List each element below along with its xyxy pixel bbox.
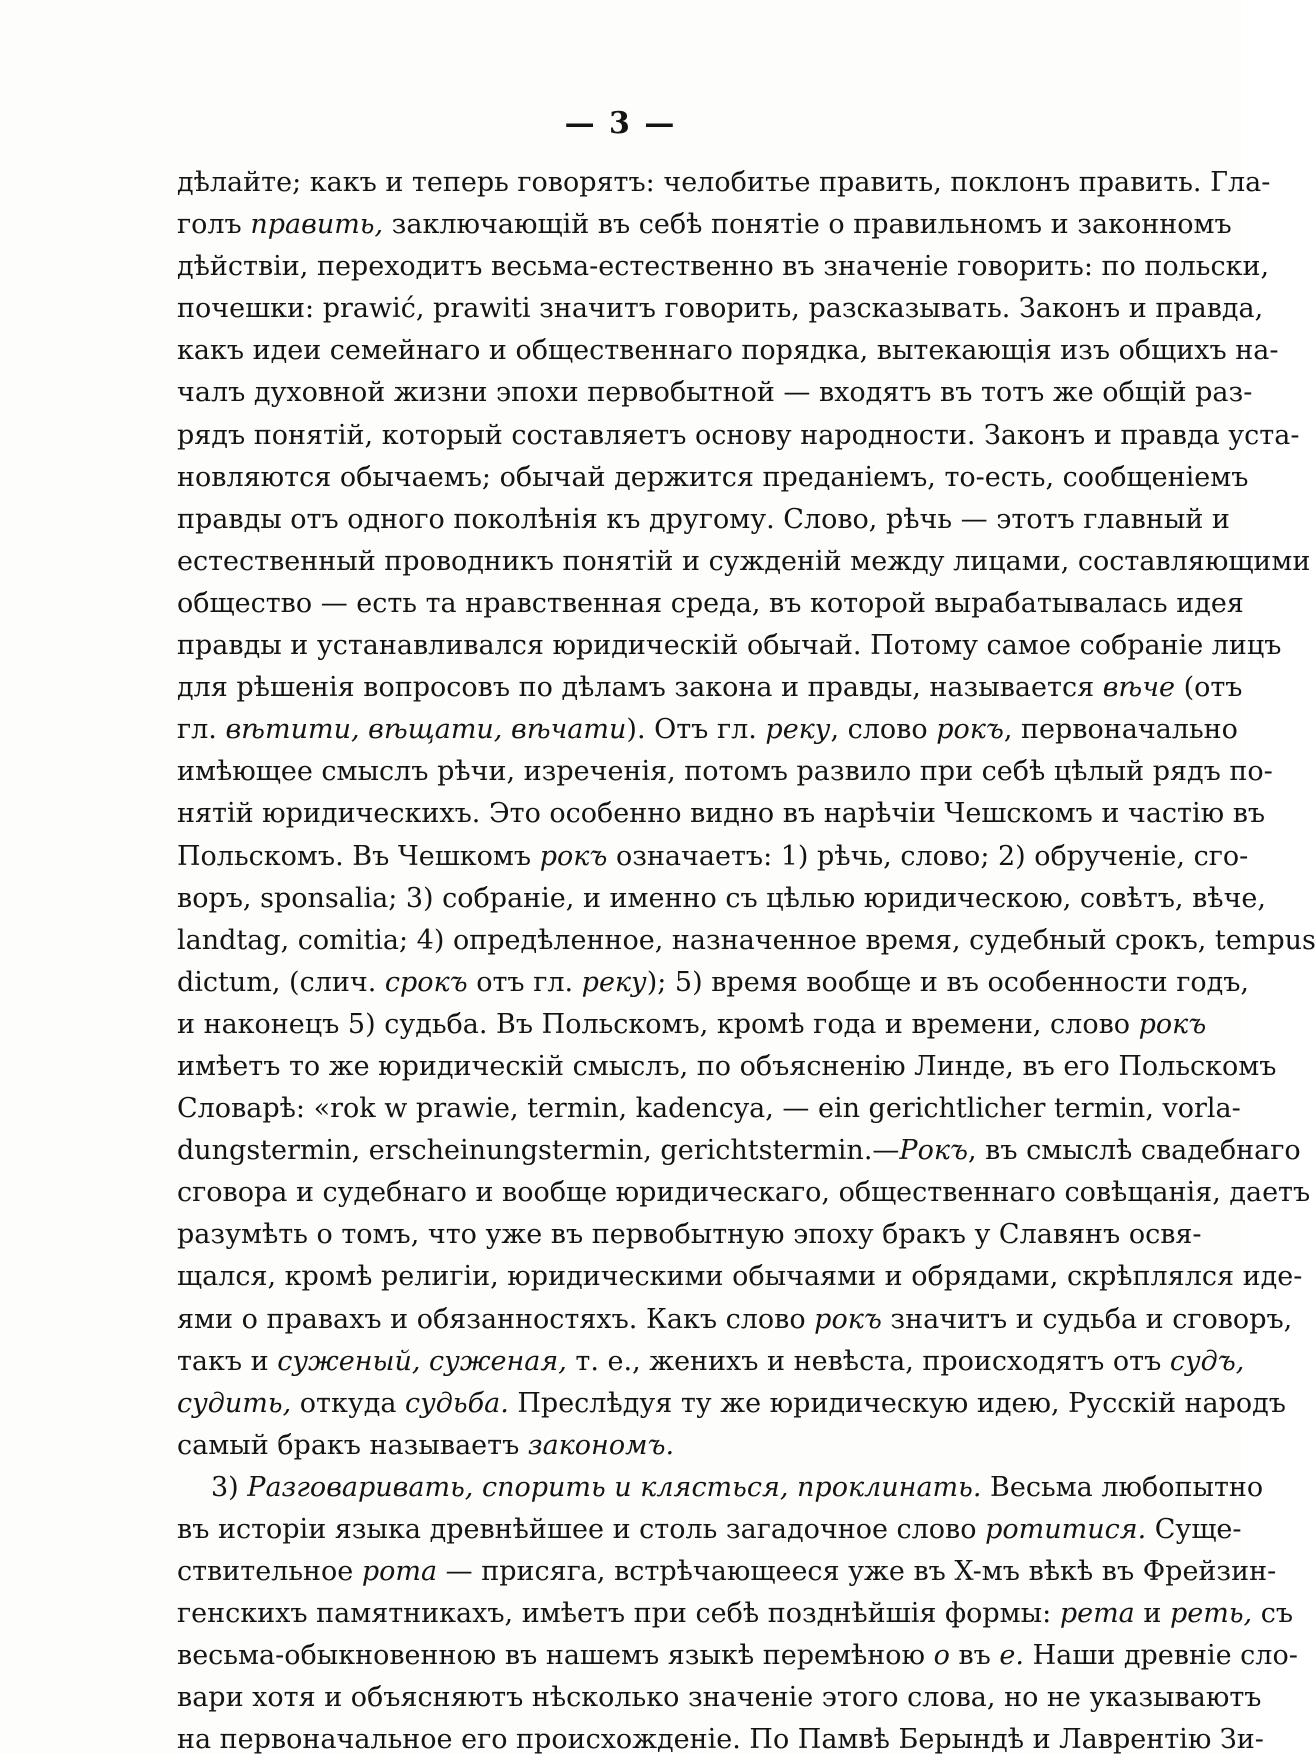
text-line	[177, 415, 1300, 457]
text-line	[177, 1593, 1293, 1635]
text-line	[177, 372, 1253, 414]
text-segment: голъ	[177, 209, 251, 241]
text-line	[177, 541, 1311, 583]
text-line	[177, 1509, 1242, 1551]
page-number: — 3 —	[564, 106, 677, 141]
text-segment: имѣетъ то же юридическій смыслъ, по объясненію Линде, въ его Польскомъ	[177, 1050, 1277, 1082]
text-segment: генскихъ памятникахъ, имѣетъ при себѣ позднѣйшія формы:	[177, 1598, 1060, 1630]
text-segment: съ	[1252, 1598, 1293, 1630]
text-segment: рядъ понятій, который составляетъ основу народности. Законъ и правда уста-	[177, 419, 1300, 451]
text-segment: нятій юридическихъ. Это особенно видно въ нарѣчіи Чешскомъ и частію въ	[177, 798, 1266, 830]
italic-term: реку	[765, 714, 831, 746]
italic-term: вѣче	[1102, 672, 1175, 704]
text-line	[177, 836, 1249, 878]
text-segment: самый бракъ называетъ	[177, 1429, 528, 1461]
italic-term: вѣтити, вѣщати, вѣчати	[225, 714, 627, 746]
text-segment: для рѣшенія вопросовъ по дѣламъ закона и правды, называется	[177, 672, 1103, 704]
text-line	[177, 1004, 1207, 1046]
text-line	[177, 1425, 1067, 1467]
text-segment: дѣлайте; какъ и теперь говорятъ: челобитье править, поклонъ править. Гла-	[177, 167, 1271, 198]
text-line	[177, 288, 1264, 330]
text-line	[177, 583, 1244, 625]
text-segment: ями о правахъ и обязанностяхъ. Какъ слово	[177, 1303, 815, 1335]
text-segment: dictum, (слич.	[177, 966, 385, 998]
text-segment: въ	[949, 1640, 1000, 1672]
text-segment: вари хотя и объясняютъ нѣсколько значеніе этого слова, но не указываютъ	[177, 1682, 1262, 1714]
text-segment: значитъ и судьба и сговоръ,	[881, 1303, 1293, 1335]
italic-term: Разговаривать, спорить и клясться, проклинать.	[247, 1471, 982, 1503]
italic-term: рокъ	[1138, 1008, 1207, 1040]
text-segment: весьма-обыкновенною въ нашемъ языкѣ перемѣною	[177, 1640, 934, 1672]
text-line	[177, 1635, 1298, 1677]
italic-term: судъ,	[1169, 1345, 1245, 1377]
text-segment: ствительное	[177, 1556, 362, 1588]
text-segment: отъ гл.	[467, 966, 582, 998]
italic-term: ротитися.	[985, 1514, 1147, 1545]
text-segment: и наконецъ 5) судьба. Въ Польскомъ, кромѣ года и времени, слово	[177, 1008, 1139, 1040]
text-segment: означаетъ: 1) рѣчь, слово; 2) обрученіе, сго-	[607, 840, 1249, 872]
italic-term: править,	[250, 209, 384, 241]
text-segment: правды отъ одного поколѣнія къ другому. Слово, рѣчь — этотъ главный и	[177, 503, 1230, 535]
text-segment: воръ, sponsalia; 3) собраніе, и именно съ цѣлью юридическою, совѣтъ, вѣче,	[177, 882, 1266, 914]
text-line	[177, 1467, 1264, 1509]
text-segment: разумѣть о томъ, что уже въ первобытную эпоху бракъ у Славянъ освя-	[177, 1219, 1202, 1251]
text-line	[177, 667, 1243, 709]
text-segment: — присяга, встрѣчающееся уже въ X-мъ вѣкѣ въ Фрейзин-	[437, 1556, 1277, 1588]
italic-term: рокъ	[814, 1303, 882, 1335]
text-segment: dungstermin, erscheinungstermin, gerichtstermin.—	[177, 1135, 900, 1167]
text-segment: Преслѣдуя ту же юридическую идею, Русскій народъ	[508, 1387, 1286, 1419]
text-line	[177, 625, 1282, 667]
italic-term: рота	[361, 1556, 438, 1588]
text-segment: имѣющее смыслъ рѣчи, изреченія, потомъ развило при себѣ цѣлый рядъ по-	[177, 756, 1273, 788]
italic-term: судить,	[177, 1387, 292, 1419]
italic-term: реку	[581, 966, 647, 998]
italic-term: о	[933, 1640, 950, 1672]
text-line	[177, 1383, 1286, 1425]
text-segment: , въ смыслѣ свадебнаго	[967, 1135, 1301, 1167]
text-segment: какъ идеи семейнаго и общественнаго порядка, вытекающія изъ общихъ на-	[177, 335, 1279, 367]
text-segment: щался, кромѣ религіи, юридическими обычаями и обрядами, скрѣплялся иде-	[177, 1261, 1303, 1293]
text-segment: Словарѣ: «rok w prawie, termin, kadencya, — ein gerichtlicher termin, vorla-	[177, 1093, 1241, 1125]
text-segment: такъ и	[177, 1345, 278, 1377]
text-segment: ); 5) время вообще и въ особенности годъ,	[646, 966, 1250, 998]
text-segment: естественный проводникъ понятій и сужденій между лицами, составляющими	[177, 545, 1311, 577]
italic-term: Рокъ	[899, 1135, 968, 1167]
text-segment: Наши древніе сло-	[1023, 1640, 1298, 1672]
italic-term: рокъ	[936, 714, 1004, 746]
text-segment: ). Отъ гл.	[626, 714, 766, 746]
text-segment: , первоначально	[1003, 714, 1238, 746]
text-line	[177, 878, 1266, 920]
italic-term: рокъ	[539, 840, 608, 872]
text-line	[177, 1719, 1264, 1761]
text-line	[177, 962, 1250, 1004]
text-line	[177, 1256, 1303, 1298]
text-segment: , слово	[830, 714, 937, 746]
text-segment: гл.	[177, 714, 226, 746]
italic-term: рета	[1059, 1598, 1135, 1630]
body-text	[177, 162, 1316, 1762]
text-segment: (отъ	[1175, 672, 1243, 704]
text-segment: общество — есть та нравственная среда, въ которой вырабатывалась идея	[177, 587, 1244, 619]
text-segment: откуда	[291, 1387, 406, 1419]
text-segment: почешки: prawić, prawiti значитъ говорить, разсказывать. Законъ и правда,	[177, 293, 1264, 325]
text-segment: и	[1134, 1598, 1170, 1630]
text-line	[177, 330, 1279, 372]
text-line	[177, 499, 1230, 541]
text-line	[177, 1551, 1277, 1593]
text-segment: сговора и судебнаго и вообще юридическаго, общественнаго совѣщанія, даетъ	[177, 1177, 1311, 1209]
italic-term: срокъ	[384, 966, 468, 998]
text-segment: чалъ духовной жизни эпохи первобытной — входятъ въ тотъ же общій раз-	[177, 377, 1253, 409]
italic-term: закономъ.	[527, 1429, 675, 1461]
italic-term: е.	[999, 1640, 1024, 1672]
text-line	[177, 920, 1316, 962]
text-line	[177, 246, 1270, 288]
text-line	[177, 1341, 1245, 1383]
text-line	[177, 1677, 1262, 1719]
text-segment: дѣйствіи, переходитъ весьма-естественно въ значеніе говорить: по польски,	[177, 251, 1270, 283]
text-segment: Польскомъ. Въ Чешкомъ	[177, 840, 540, 872]
text-segment: на первоначальное его происхожденіе. По Памвѣ Берындѣ и Лаврентію Зи-	[177, 1724, 1264, 1756]
text-segment: т. е., женихъ и невѣста, происходятъ отъ	[566, 1345, 1170, 1377]
italic-term: суженый, суженая,	[277, 1345, 567, 1377]
text-line	[177, 1214, 1202, 1256]
italic-term: реть,	[1169, 1598, 1253, 1630]
text-line	[177, 1172, 1311, 1214]
text-line	[177, 1299, 1293, 1341]
text-segment: заключающій въ себѣ понятіе о правильномъ и законномъ	[383, 209, 1232, 241]
text-line	[177, 751, 1273, 793]
text-line	[177, 1130, 1301, 1172]
text-segment: Весьма любопытно	[981, 1471, 1264, 1503]
text-line	[177, 793, 1266, 835]
text-segment: Суще-	[1146, 1514, 1242, 1545]
text-line	[177, 457, 1249, 499]
text-segment: въ исторіи языка древнѣйшее и столь загадочное слово	[177, 1514, 986, 1545]
text-line	[177, 204, 1232, 246]
text-line	[177, 1088, 1241, 1130]
text-segment: правды и устанавливался юридическій обычай. Потому самое собраніе лицъ	[177, 630, 1282, 662]
text-segment: landtag, comitia; 4) опредѣленное, назначенное время, судебный срокъ, tempus	[177, 924, 1316, 956]
italic-term: судьба.	[405, 1387, 509, 1419]
text-segment: 3)	[211, 1471, 248, 1503]
text-line	[177, 162, 1271, 204]
text-line	[177, 1046, 1277, 1088]
text-segment: новляются обычаемъ; обычай держится преданіемъ, то-есть, сообщеніемъ	[177, 461, 1249, 493]
text-line	[177, 709, 1238, 751]
